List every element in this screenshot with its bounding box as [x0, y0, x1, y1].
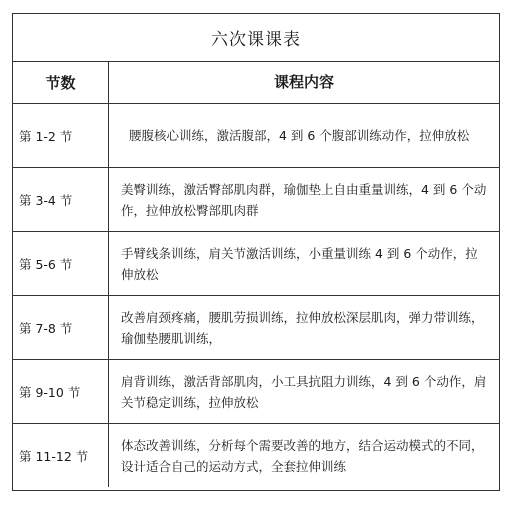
title-row [13, 14, 499, 61]
session-cell: 第 3-4 节 [13, 168, 109, 231]
session-cell: 第 1-2 节 [13, 104, 109, 167]
session-cell: 第 11-12 节 [13, 424, 109, 487]
table-row [13, 167, 499, 231]
table-row [13, 423, 499, 487]
table-row [13, 295, 499, 359]
content-cell: 美臀训练，激活臀部肌肉群，瑜伽垫上自由重量训练，4 到 6 个动作，拉伸放松臀部肌肉群 [121, 181, 487, 218]
content-cell: 肩背训练，激活背部肌肉，小工具抗阻力训练，4 到 6 个动作，肩关节稳定训练，拉伸放松 [121, 373, 487, 410]
session-cell: 第 5-6 节 [13, 232, 109, 295]
content-cell: 体态改善训练，分析每个需要改善的地方，结合运动模式的不同，设计适合自己的运动方式，全套拉伸训练 [121, 437, 484, 474]
table-title: 六次课课表 [211, 30, 301, 50]
session-cell: 第 7-8 节 [13, 296, 109, 359]
table-row [13, 103, 499, 167]
content-cell: 手臂线条训练，肩关节激活训练，小重量训练 4 到 6 个动作，拉伸放松 [121, 245, 478, 282]
content-cell: 腰腹核心训练，激活腹部，4 到 6 个腹部训练动作，拉伸放松 [121, 128, 470, 143]
header-session: 节数 [13, 62, 109, 103]
session-cell: 第 9-10 节 [13, 360, 109, 423]
table-row [13, 359, 499, 423]
table-row [13, 231, 499, 295]
schedule-table [12, 13, 500, 491]
content-cell: 改善肩颈疼痛，腰肌劳损训练，拉伸放松深层肌肉，弹力带训练，瑜伽垫腰肌训练， [121, 309, 484, 346]
header-row [13, 61, 499, 103]
header-content: 课程内容 [273, 73, 334, 91]
